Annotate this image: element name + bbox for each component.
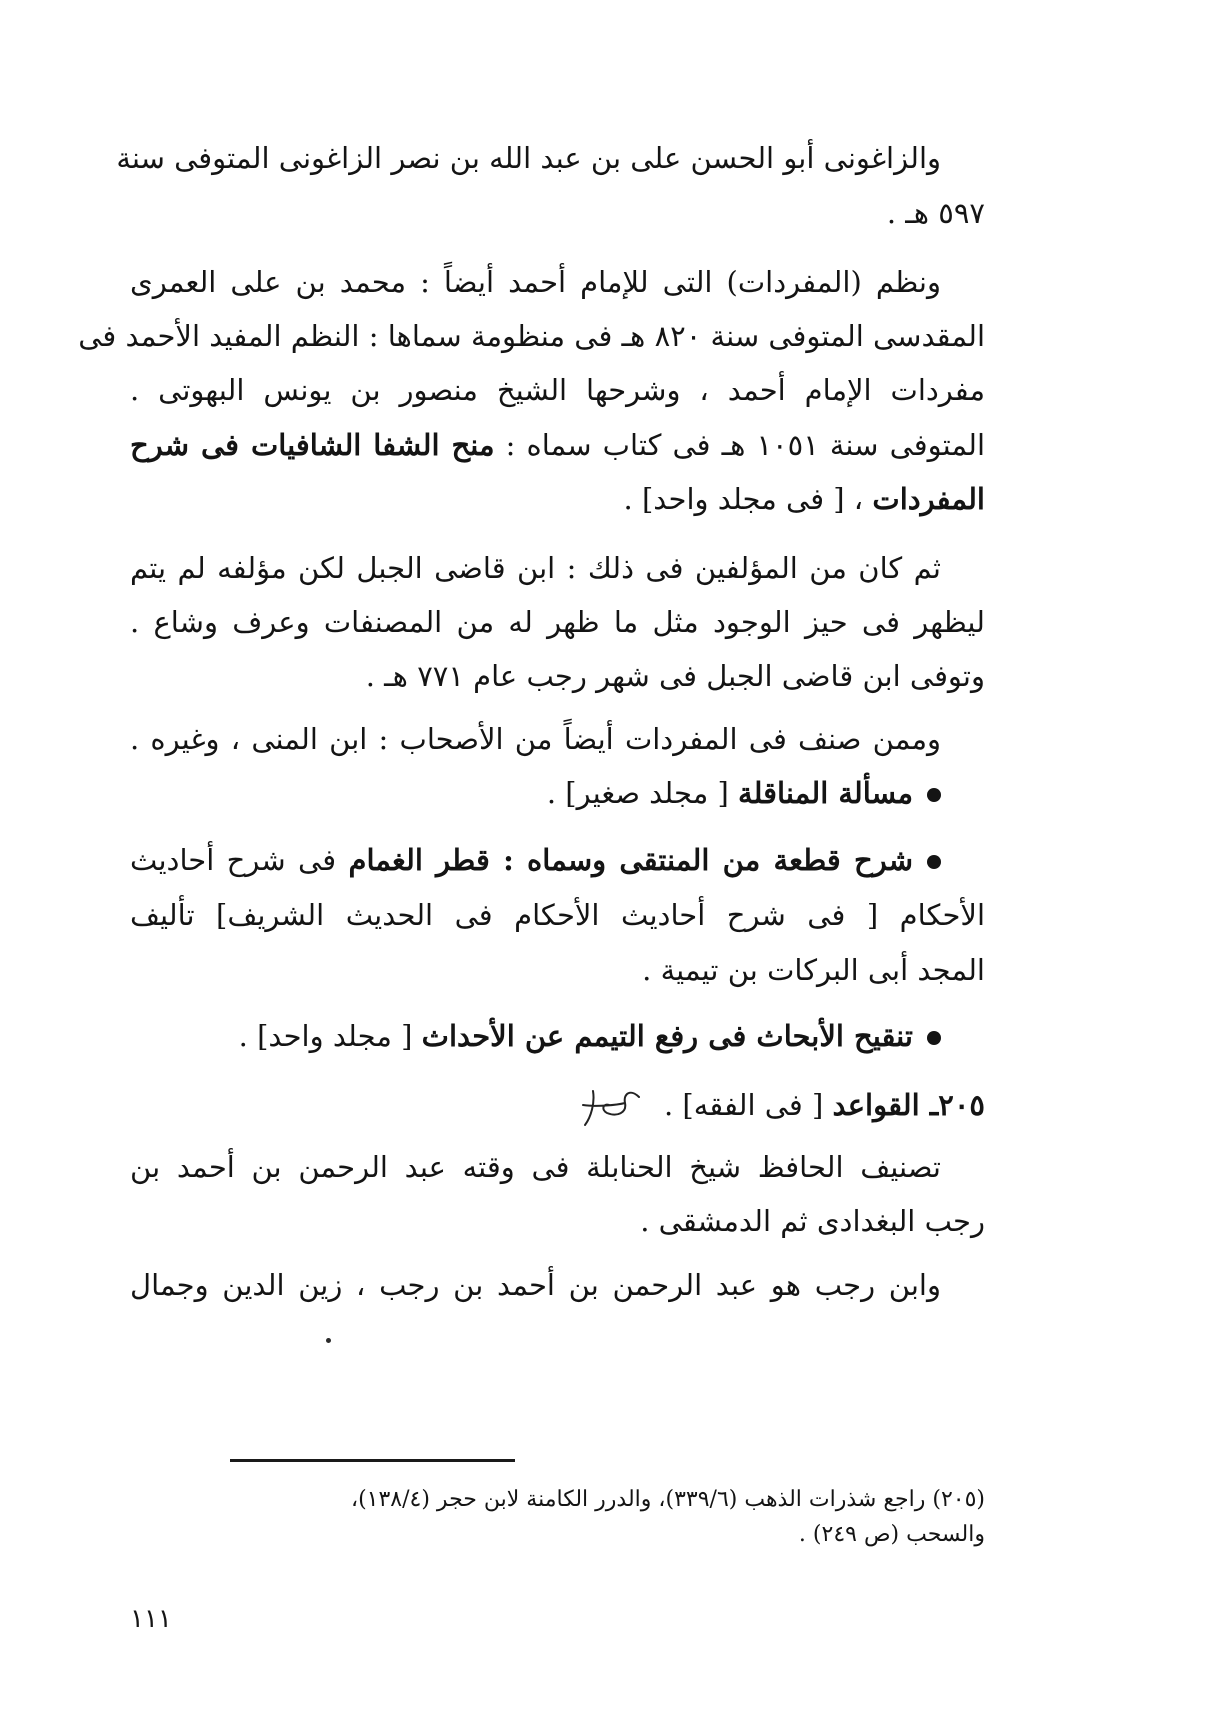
text-run: [ فى الفقه] . [663,1088,824,1122]
page-number: ١١١ [130,1604,172,1634]
text-line: والزاغونى أبو الحسن على بن عبد الله بن نصر الزاغونى المتوفى سنة [116,141,941,175]
entry-heading [130,1083,985,1131]
text-line: تصنيف الحافظ شيخ الحنابلة فى وقته عبد الرحمن بن أحمد بن [130,1150,941,1184]
text-line: ٥٩٧ هـ . [886,196,985,230]
text-run: [ مجلد واحد] . [238,1019,413,1053]
book-title: شرح قطعة من المنتقى وسماه : قطر الغمام [348,843,914,877]
text-line: ليظهر فى حيز الوجود مثل ما ظهر له من المصنفات وعرف وشاع . [130,605,985,639]
text-line: ونظم (المفردات) التى للإمام أحمد أيضاً : محمد بن على العمرى [130,265,941,299]
text-run: فى شرح أحاديث [130,843,337,877]
handwritten-mark-icon [573,1083,645,1131]
text-line: رجب البغدادى ثم الدمشقى . [640,1204,985,1238]
book-title: منح الشفا الشافيات فى شرح [130,428,495,462]
text-line: وابن رجب هو عبد الرحمن بن أحمد بن رجب ، زين الدين وجمال [130,1268,941,1302]
bullet-item [130,840,985,880]
book-title: تنقيح الأبحاث فى رفع التيمم عن الأحداث [421,1019,913,1053]
text-line [130,425,985,465]
text-run: المتوفى سنة ١٠٥١ هـ فى كتاب سماه : [505,428,985,462]
text-line: مفردات الإمام أحمد ، وشرحها الشيخ منصور بن يونس البهوتى . [130,373,985,407]
bullet-icon [927,788,941,802]
text-line: الأحكام [ فى شرح أحاديث الأحكام فى الحديث الشريف] تأليف [130,898,985,932]
text-line: المجد أبى البركات بن تيمية . [642,953,985,987]
text-run: ، [ فى مجلد واحد] . [623,482,864,516]
footnote-line: (٢٠٥) راجع شذرات الذهب (٣٣٩/٦)، والدرر الكامنة لابن حجر (١٣٨/٤)، [350,1487,985,1512]
book-title: مسألة المناقلة [738,776,913,810]
bullet-item [130,1016,985,1056]
bullet-item [130,773,985,813]
footnote-line: والسحب (ص ٢٤٩) . [798,1522,985,1547]
text-line: المقدسى المتوفى سنة ٨٢٠ هـ فى منظومة سماها : النظم المفيد الأحمد فى [78,319,985,353]
footnote-divider [230,1459,515,1462]
page-body [78,0,985,1719]
entry-number-title: ٢٠٥ـ القواعد [832,1088,985,1122]
text-line [130,479,985,519]
text-line: ثم كان من المؤلفين فى ذلك : ابن قاضى الجبل لكن مؤلفه لم يتم [130,551,941,585]
text-line: وممن صنف فى المفردات أيضاً من الأصحاب : ابن المنى ، وغيره . [130,722,941,756]
speck [326,1338,331,1343]
book-title: المفردات [872,482,985,516]
bullet-icon [927,1031,941,1045]
text-line: وتوفى ابن قاضى الجبل فى شهر رجب عام ٧٧١ هـ . [365,659,985,693]
text-run: [ مجلد صغير] . [546,776,729,810]
bullet-icon [927,855,941,869]
